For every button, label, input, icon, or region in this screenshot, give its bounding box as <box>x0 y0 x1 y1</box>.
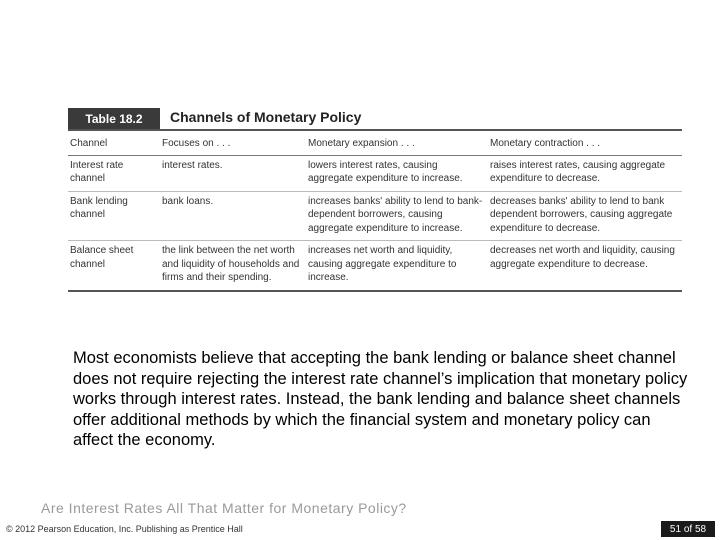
table-cell: raises interest rates, causing aggregate expenditure to decrease. <box>488 155 682 191</box>
table-cell: Bank lending channel <box>68 191 160 241</box>
table-cell: decreases net worth and liquidity, causing aggregate expenditure to decrease. <box>488 241 682 291</box>
table-row <box>68 191 682 241</box>
column-header-channel: Channel <box>68 133 160 155</box>
table-cell: interest rates. <box>160 155 306 191</box>
channels-table <box>68 133 682 292</box>
body-paragraph: Most economists believe that accepting the bank lending or balance sheet channel does not require rejecting the interest rate channel’s implication that monetary policy works through interest rates. Instead, the bank lending and balance sheet channels offer additional methods by which the financial system and monetary policy can affect the economy. <box>73 349 688 449</box>
table-top-rule <box>68 129 682 131</box>
table-cell: bank loans. <box>160 191 306 241</box>
table-cell: the link between the net worth and liquidity of households and firms and their spending. <box>160 241 306 291</box>
table-cell: lowers interest rates, causing aggregate expenditure to increase. <box>306 155 488 191</box>
table-cell: increases banks' ability to lend to bank-dependent borrowers, causing aggregate expenditure to increase. <box>306 191 488 241</box>
table-number-label: Table 18.2 <box>68 108 160 130</box>
table-cell: Balance sheet channel <box>68 241 160 291</box>
table-cell: decreases banks' ability to lend to bank dependent borrowers, causing aggregate expenditure to decrease. <box>488 191 682 241</box>
table-title: Channels of Monetary Policy <box>170 109 362 125</box>
table-row <box>68 241 682 291</box>
table-row <box>68 155 682 191</box>
column-header-focuses-on: Focuses on . . . <box>160 133 306 155</box>
table-cell: Interest rate channel <box>68 155 160 191</box>
table-cell: increases net worth and liquidity, causing aggregate expenditure to increase. <box>306 241 488 291</box>
page-number-badge: 51 of 58 <box>661 521 715 537</box>
copyright-notice: © 2012 Pearson Education, Inc. Publishing as Prentice Hall <box>6 524 243 534</box>
slide-footer-title: Are Interest Rates All That Matter for Monetary Policy? <box>41 500 407 516</box>
table-header-row <box>68 133 682 155</box>
column-header-monetary-expansion: Monetary expansion . . . <box>306 133 488 155</box>
column-header-monetary-contraction: Monetary contraction . . . <box>488 133 682 155</box>
